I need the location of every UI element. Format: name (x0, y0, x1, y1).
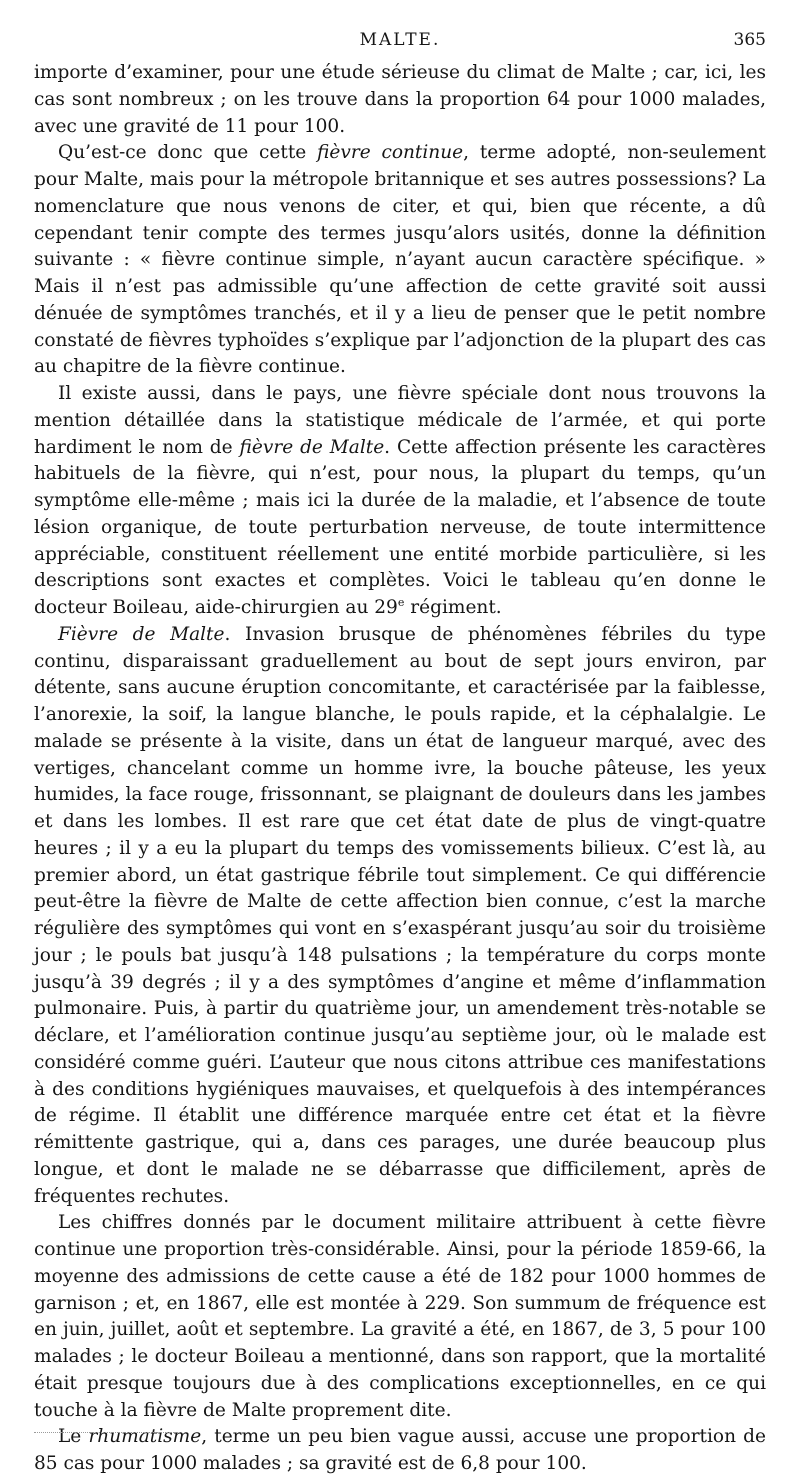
text-run: , terme adopté, non-seulement pour Malte, mais pour la métropole britannique et ses autres possessions? La nomenclature que nous venons de citer, et qui, bien que récente, a dû cependant tenir compte des termes jusqu’alors usités, donne la définition suivante : « fièvre continue simple, n’ayant aucun caractère spécifique. » Mais il n’est pas admissible qu’une affection de cette gravité soit aussi dénuée de symptômes tranchés, et il y a lieu de penser que le petit nombre constaté de fièvres typhoïdes s’explique par l’adjonction de la plupart des cas au chapitre de la fièvre continue. (34, 142, 766, 378)
paragraph-p3 (34, 381, 766, 622)
superscript: e (397, 595, 405, 609)
italic-term: fièvre continue (317, 142, 464, 164)
text-run: Qu’est-ce donc que cette (58, 142, 318, 164)
text-run: . Invasion brusque de phénomènes fébriles du type continu, disparaissant graduellement au bout de sept jours environ, par détente, sans aucune éruption concomitante, et caractérisée par la faiblesse, l’anorexie, la soif, la langue blanche, le pouls rapide, et la céphalalgie. Le malade se présente à la visite, dans un état de langueur marqué, avec des vertiges, chancelant comme un homme ivre, la bouche pâteuse, les yeux humides, la face rouge, frissonnant, se plaignant de douleurs dans les jambes et dans les lombes. Il est rare que cet état date de plus de vingt-quatre heures ; il y a eu la plupart du temps des vomissements bilieux. C’est là, au premier abord, un état gastrique fébrile tout simplement. Ce qui différencie peut-être la fièvre de Malte de cette affection bien connue, c’est la marche régulière des symptômes qui vont en s’exaspérant jusqu’au soir du troisième jour ; le pouls bat jusqu’à 148 pulsations ; la température du corps monte jusqu’à 39 degrés ; il y a des symptômes d’angine et même d’inflammation pulmonaire. Puis, à partir du quatrième jour, un amendement très-notable se déclare, et l’amélioration continue jusqu’au septième jour, où le malade est considéré comme guéri. L’auteur que nous citons attribue ces manifestations à des conditions hygiéniques mauvaises, et quelquefois à des intempérances de régime. Il établit une différence marquée entre cet état et la fièvre rémittente gastrique, qui a, dans ces parages, une durée beaucoup plus longue, et dont le malade ne se débarrasse que difficilement, après de fréquentes rechutes. (34, 623, 766, 1207)
text-run: Le (58, 1426, 89, 1448)
paragraph-p5 (34, 1210, 766, 1424)
text-run: Les chiffres donnés par le document militaire attribuent à cette fièvre continue une proportion très-considérable. Ainsi, pour la période 1859-66, la moyenne des admissions de cette cause a été de 182 pour 1000 hommes de garnison ; et, en 1867, elle est montée à 229. Son summum de fréquence est en juin, juillet, août et septembre. La gravité a été, en 1867, de 3, 5 pour 100 malades ; le docteur Boileau a mentionné, dans son rapport, que la mortalité était presque toujours due à des complications exceptionnelles, en ce qui touche à la fièvre de Malte proprement dite. (34, 1212, 766, 1421)
text-run: régiment. (404, 597, 502, 618)
book-page (34, 30, 766, 1478)
italic-term: rhumatisme (88, 1426, 202, 1448)
footer-dotted-rule (34, 1432, 182, 1433)
paragraph-p4 (34, 622, 766, 1211)
running-head (34, 30, 766, 60)
text-run: Il existe aussi, dans le pays, une fièvre spéciale dont nous trouvons la mention détaillée dans la statistique médicale de l’armée, et qui porte hardiment le nom de (34, 383, 766, 458)
paragraph-p1 (34, 60, 766, 140)
running-title: MALTE. (359, 30, 441, 50)
body-text (34, 60, 766, 1478)
italic-term: Fièvre de Malte (58, 623, 225, 645)
text-run: , terme un peu bien vague aussi, accuse une proportion de 85 cas pour 1000 malades ; sa gravité est de 6,8 pour 100. (34, 1426, 766, 1474)
page-number: 365 (733, 30, 766, 50)
paragraph-p2 (34, 140, 766, 381)
text-run: importe d’examiner, pour une étude sérieuse du climat de Malte ; car, ici, les cas sont nombreux ; on les trouve dans la proportion 64 pour 1000 malades, avec une gravité de 11 pour 100. (34, 62, 766, 137)
italic-term: fièvre de Malte (239, 436, 385, 458)
text-run: . Cette affection présente les caractères habituels de la fièvre, qui n’est, pour nous, la plupart du temps, qu’un symptôme elle-même ; mais ici la durée de la maladie, et l’absence de toute lésion organique, de toute perturbation nerveuse, de toute intermittence appréciable, constituent réellement une entité morbide particulière, si les descriptions sont exactes et complètes. Voici le tableau qu’en donne le docteur Boileau, aide-chirurgien au 29 (34, 436, 766, 618)
